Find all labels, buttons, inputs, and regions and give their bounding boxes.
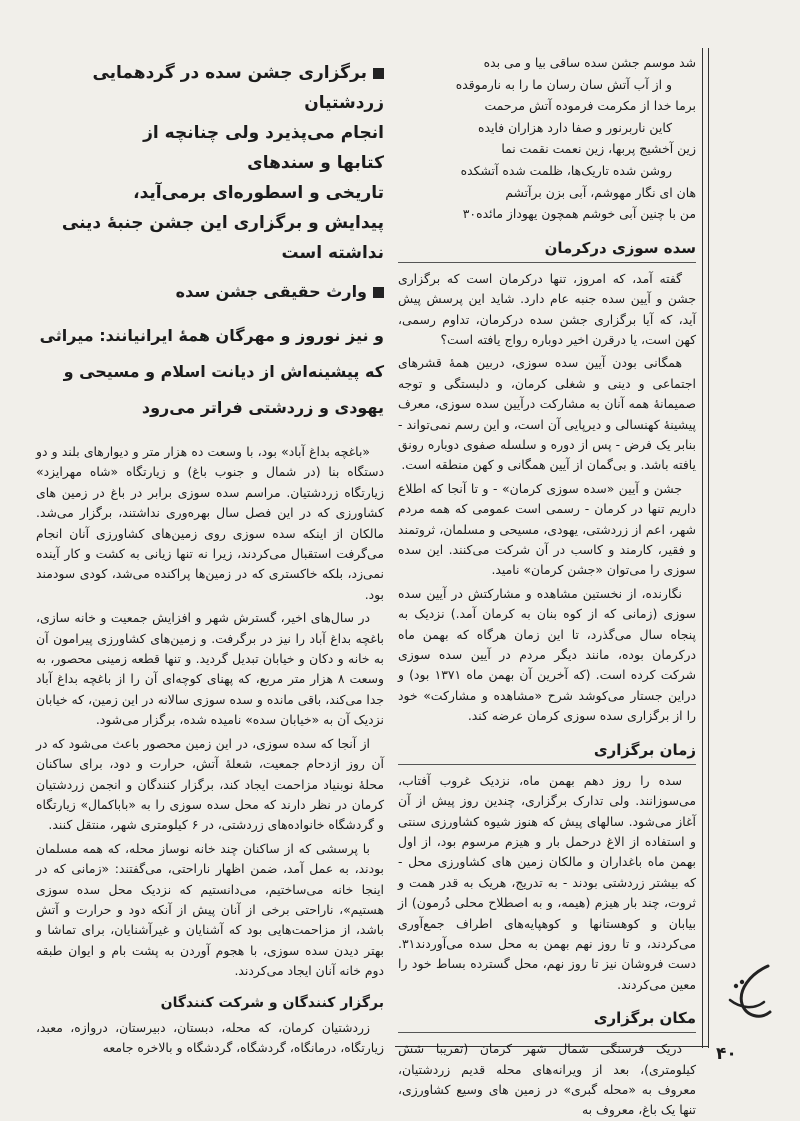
pull-quote-line: تاریخی و اسطوره‌ای برمی‌آید،: [133, 183, 384, 203]
kerman-paragraphs: [398, 269, 696, 727]
paragraph: گفته آمد، که امروز، تنها درکرمان است که برگزاری جشن و آیین سده جنبه عام دارد. شاید این پرسش پیش آید، که آیا برگزاری جشن سده درکرمان، تداوم رسمی، کهن است، یا درقرن اخیر دوباره رواج یافته است؟: [398, 270, 696, 347]
paragraph: دریک فرسنگی شمال شهر کرمان (تقریبا شش کیلومتری)، بعد از ویرانه‌های محله قدیم زردشتیان، معروف به «محله گبری» در زمین های وسیع کشاورزی، تنها یک باغ، معروف به: [398, 1041, 696, 1118]
kerman-logo-icon: [720, 960, 780, 1030]
poem-line: زین آخشیج پربها، زین نعمت نقمت نما: [501, 141, 696, 157]
heading-organizers: برگزار کنندگان و شرکت کنندگان: [160, 994, 384, 1011]
paragraph: زردشتیان کرمان، که محله، دبستان، دبیرستان، دروازه، معبد، زیارتگاه، درمانگاه، گردشگاه، گردشگاه و بالاخره جامعه: [36, 1019, 384, 1055]
poem-line: برما خدا از مکرمت فرموده آتش مرحمت: [484, 98, 696, 114]
square-bullet-icon: [373, 287, 384, 298]
lead-text: و نیز نوروز و مهرگان همهٔ ایرانیانند: میراثی که پیشینه‌اش از دیانت اسلام و مسیحی و یهودی و زردشتی فراتر می‌رود: [39, 326, 384, 417]
pull-quote-heading: [36, 58, 384, 268]
heading-sadeh-in-kerman: سده سوزی درکرمان: [398, 237, 696, 263]
organizers-paragraphs: [36, 1018, 384, 1059]
paragraph: با پرسشی که از ساکنان چند خانه نوساز محله، که همه مسلمان بودند، به عمل آمد، ضمن اظهار ناراحتی، می‌گفتند: «زمانی که در اینجا خانه می‌ساختیم، می‌دانستیم که نزدیک محل سده سوزی هستیم»، ناراحتی برخی از آنان پیش از آنکه دود و حرارت و آتش باشد، از مزاحمت‌هایی بود که آشنایان و غیرآشنایان، برای تماشا و بهتر دیدن سده سوزی، با هجوم آوردن به پشت بام و ایوان طبقه دوم خانه آنان ایجاد می‌کردند.: [36, 840, 384, 979]
pull-quote-line: پیدایش و برگزاری این جشن جنبهٔ دینی نداشته است: [61, 213, 384, 263]
poem-line: و از آب آتش سان رسان ما را به نارموقده: [455, 76, 672, 92]
left-paragraphs: [36, 442, 384, 982]
poem-line: هان ای نگار مهوشم، آبی بزن برآتشم: [505, 184, 696, 200]
paragraph: «باغچه بداغ آباد» بود، با وسعت ده هزار متر و دیوارهای بلند و دو دستگاه بنا (در شمال و جنوب باغ) و زیارتگاه «شاه مهرایزد» زیارتگاه زردشتیان. مراسم سده سوزی برابر در باغ در زمین های کشاورزی که در این فصل سال بهره‌وری نداشتند، برگزار می‌شد. مالکان از اینکه سده سوزی روی زمین‌های کشاورزی آنان انجام می‌گرفت استقبال می‌کردند، زیرا نه تنها زیانی به کشت و کار آینده نمی‌زد، بلکه خاکستری که در زمین‌ها پراکنده می‌شد، کودی سودمند بود.: [36, 444, 384, 602]
poem-line: من با چنین آبی خوشم همچون یهوداز مائده۳۰: [462, 206, 696, 222]
left-column: [36, 52, 384, 1062]
poem-line: شد موسم جشن سده ساقی بیا و می بده: [483, 55, 696, 70]
heading-place: مکان برگزاری: [398, 1007, 696, 1033]
pull-quote-line: انجام می‌پذیرد ولی چنانچه از: [143, 123, 384, 143]
paragraph: جشن و آیین «سده سوزی کرمان» - و تا آنجا که اطلاع داریم تنها در کرمان - رسمی است عمومی که همه مردم شهر، اعم از زردشتی، یهودی، مسیحی و مسلمان، ثروتمند و فقیر، کارمند و کاسب در آن شرکت می‌کنند. این سده سوزی را می‌توان «جشن کرمان» نامید.: [398, 480, 696, 578]
paragraph: سده را روز دهم بهمن ماه، نزدیک غروب آفتاب، می‌سوزانند. ولی تدارک برگزاری، چندین روز پیش از آن آغاز می‌شود. سالهای پیش که هنوز شیوه کشاورزی سنتی و استفاده از الاغ درحمل بار و هیزم مرسوم بود، از اول بهمن ماه باغداران و مالکان زمین های کشاورزی محل - که بیشتر زردشتی بودند - به تدریج، هریک به قدر همت و ثروت، چند بار هیزم (هیمه، و به اصطلاح محلی دُرمون) از بیابان و کوهستانها و کوهپایه‌های اطراف جمع‌آوری می‌کردند، و تا روز نهم بهمن به محل سده می‌آوردند۳۱. دست فروشان نیز تا روز نهم، محل گسترده بساط خود را معین می‌کردند.: [398, 772, 696, 992]
subheading-true-heir: وارث حقیقی جشن سده: [36, 278, 384, 306]
paragraph: همگانی بودن آیین سده سوزی، دربین همهٔ قشرهای اجتماعی و دینی و شغلی کرمان، و دلبستگی و توجه صمیمانهٔ همه آنان به مشارکت درآیین سده سوزی، معرف پیشینهٔ کهنسالی و دیرپایی آن است، و این رسم نمی‌تواند - بنابر یک فرض - پس از دوره و سلسله صفوی دوباره رونق یافته باشد. و بی‌گمان از آیین همگانی و کهن منطقه است.: [398, 355, 696, 473]
pull-quote-line: کتابها و سندهای: [247, 153, 384, 173]
square-bullet-icon: [373, 68, 384, 79]
paragraph: در سال‌های اخیر، گسترش شهر و افزایش جمعیت و خانه سازی، باغچه بداغ آباد را نیز در برگرفت. و زمین‌های کشاورزی پیرامون آن به خانه و دکان و خیابان تبدیل گردید. و تنها قطعه زمینی محصور، به وسعت ۸ هزار متر مربع، که پهنای کوچه‌ای آن را از باغچه بداغ آباد جدا می‌کند، باقی مانده و سده سوزی سالانه در این زمین، که خیابان نزدیک آن به «خیابان سده» نامیده شده، برگزار می‌شود.: [36, 610, 384, 728]
column-border-line: [702, 48, 703, 1048]
poem-line: کاین ناربرنور و صفا دارد هزاران فایده: [477, 119, 672, 135]
page-number: ۴۰: [716, 1044, 737, 1064]
paragraph: نگارنده، از نخستین مشاهده و مشارکتش در آیین سده سوزی (زمانی که از کوه بنان به کرمان آمد.) نزدیک به پنجاه سال می‌گذرد، تا این زمان هرگاه که بهمن ماه درکرمان بوده، مانند دیگر مردم در آیین سده سوزی شرکت کرده است. (که آخرین آن بهمن ماه ۱۳۷۱ بود) و دراین جستار می‌کوشد شرح «مشاهده و مشارکت» خود را از برگزاری سده سوزی کرمان عرضه کند.: [398, 585, 697, 724]
paragraph: از آنجا که سده سوزی، در این زمین محصور باعث می‌شود که در آن روز ازدحام جمعیت، شعلهٔ آتش، حرارت و دود، برای ساکنان محلهٔ نوبنیاد مزاحمت ایجاد کند، برگزار کنندگان و انجمن زردشتیان کرمان در نظر دارند که محل سده سوزی را به «باباکمال» زیارتگاه و گردشگاه خانواده‌های زردشتی، در ۶ کیلومتری شهر، منتقل کنند.: [36, 735, 384, 833]
column-border-line: [708, 48, 709, 1048]
poem: [398, 52, 696, 225]
time-paragraphs: [398, 771, 696, 995]
place-paragraphs: [398, 1039, 696, 1121]
right-column: [398, 52, 697, 1118]
pull-quote-line: برگزاری جشن سده در گردهمایی زردشتیان: [92, 63, 384, 113]
poem-line: روشن شده تاریک‌ها، ظلمت شده آتشکده: [460, 162, 672, 178]
heading-time: زمان برگزاری: [398, 739, 696, 765]
